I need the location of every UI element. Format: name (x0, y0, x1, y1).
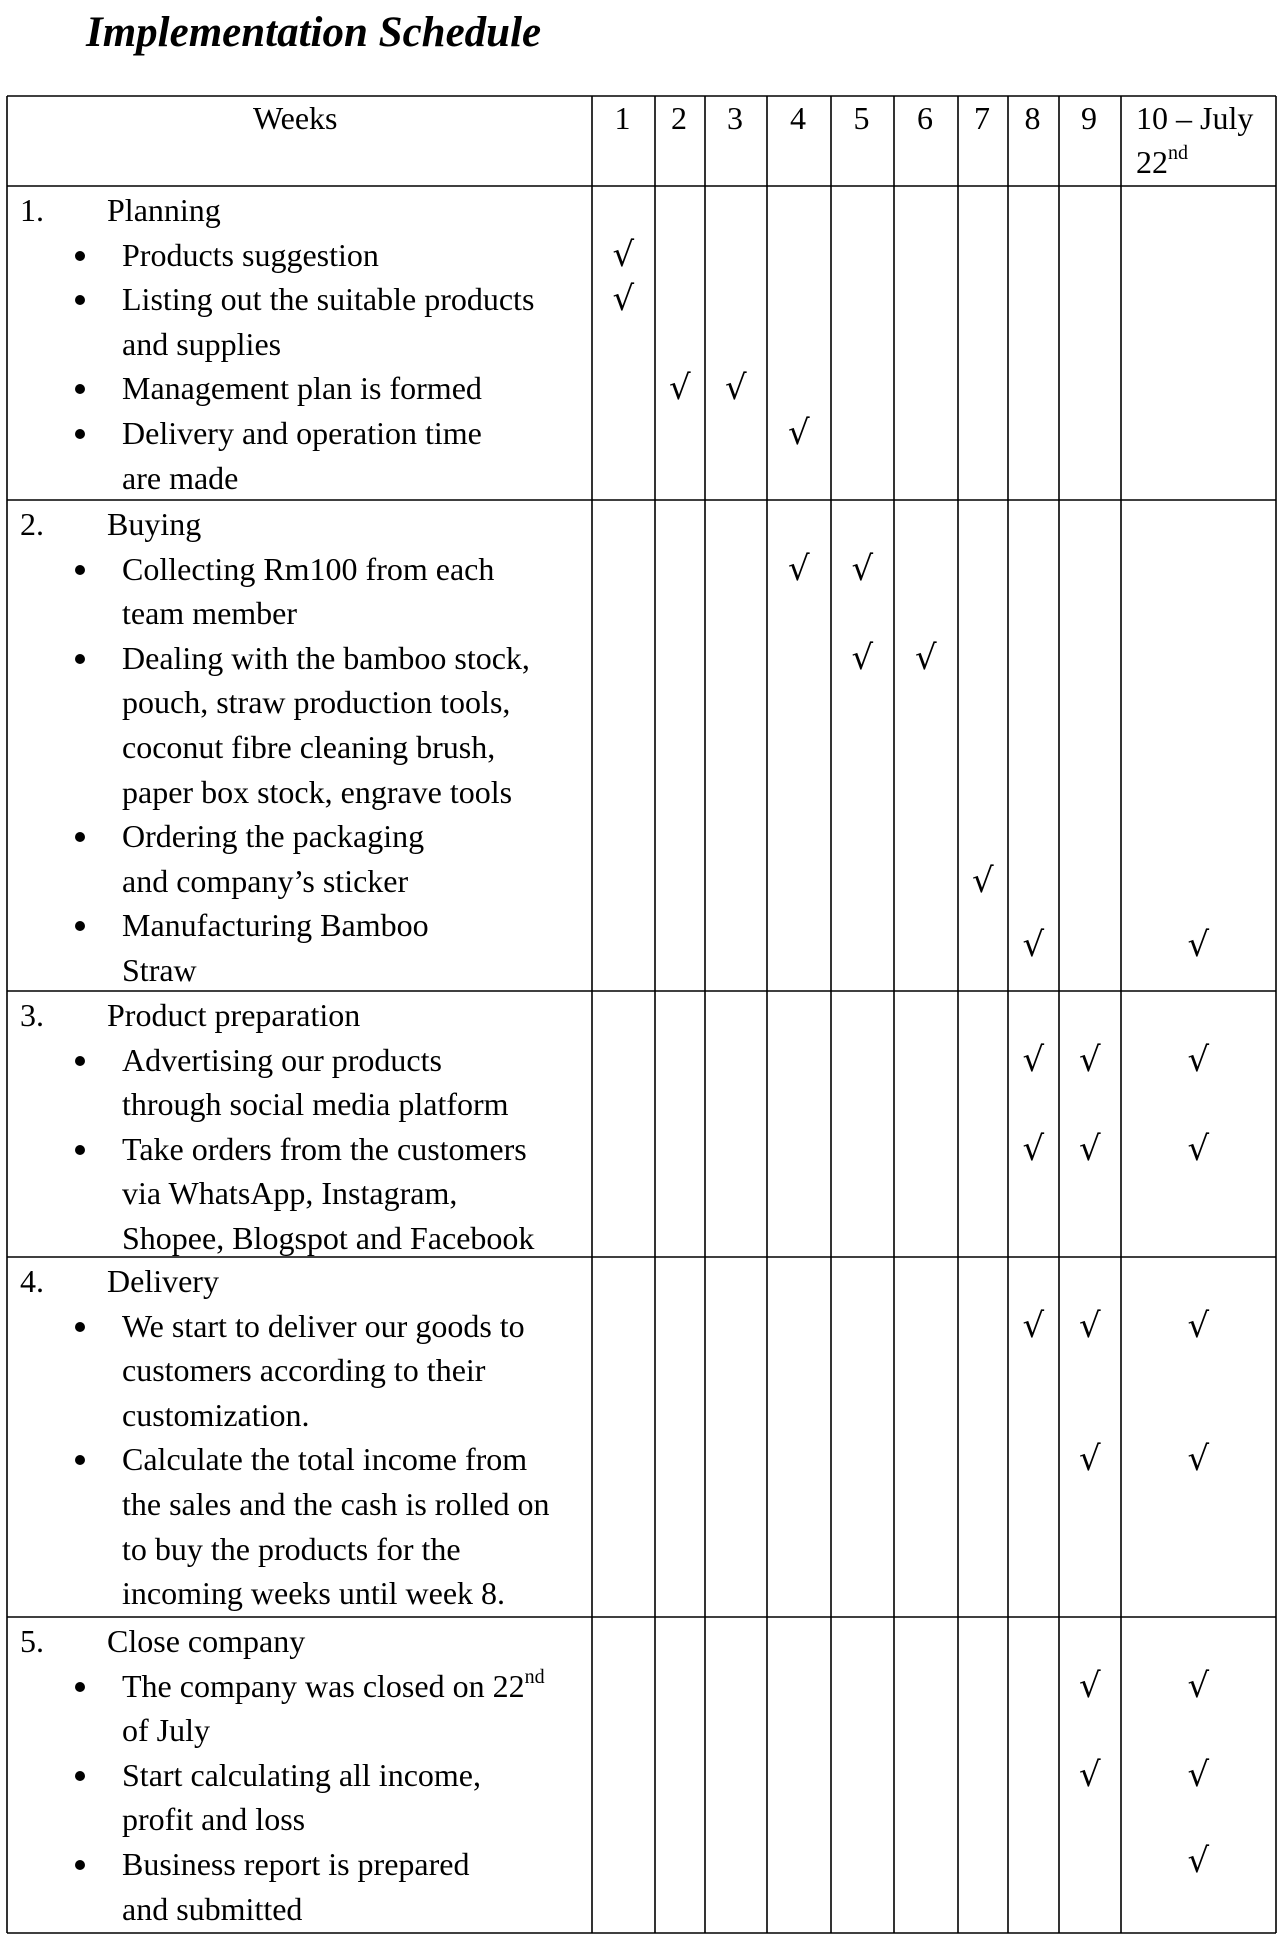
task-line: team member (122, 595, 298, 632)
task-line: and submitted (122, 1890, 303, 1927)
section-title: Product preparation (107, 997, 361, 1033)
task-line: incoming weeks until week 8. (122, 1575, 506, 1612)
tick-mark-week-4: √ (788, 413, 810, 453)
week-header-7: 7 (974, 100, 990, 136)
tick-mark-week-9: √ (1079, 1128, 1101, 1169)
week-header-9: 9 (1081, 100, 1097, 136)
section-title: Planning (107, 192, 221, 228)
section-number: 2. (20, 506, 44, 542)
tick-mark-week-10: √ (1187, 1439, 1210, 1480)
task-line: Take orders from the customers (122, 1130, 527, 1167)
bullet-icon (75, 251, 85, 261)
task-line: Shopee, Blogspot and Facebook (122, 1220, 535, 1256)
tick-mark-week-10: √ (1187, 1039, 1210, 1080)
task-line: customers according to their (122, 1352, 486, 1389)
task-line: coconut fibre cleaning brush, (122, 729, 496, 765)
tick-mark-week-5: √ (851, 548, 874, 589)
task-line: Business report is prepared (122, 1846, 470, 1882)
section-title: Close company (107, 1623, 306, 1659)
task-line: are made (122, 459, 239, 496)
tick-mark-week-9: √ (1079, 1439, 1101, 1480)
task-line: Start calculating all income, (122, 1756, 481, 1793)
week-header-6: 6 (917, 100, 933, 136)
tick-mark-week-10: √ (1187, 925, 1210, 966)
task-line: pouch, straw production tools, (122, 684, 511, 721)
tick-mark-week-10: √ (1187, 1841, 1210, 1881)
tick-mark-week-4: √ (788, 548, 810, 589)
week-header-5: 5 (853, 100, 870, 136)
bullet-icon (75, 1145, 85, 1155)
section-number: 3. (20, 997, 44, 1033)
tick-mark-week-3: √ (725, 368, 747, 409)
task-line: of July (122, 1712, 210, 1749)
task-line: Dealing with the bamboo stock, (122, 639, 530, 676)
task-line: Manufacturing Bamboo (122, 907, 429, 944)
page-title: Implementation Schedule (86, 9, 542, 56)
bullet-icon (75, 1771, 85, 1781)
section-number: 4. (20, 1263, 44, 1299)
bullet-icon (75, 565, 85, 575)
task-line: Products suggestion (122, 236, 379, 273)
tick-mark-week-1: √ (612, 279, 635, 320)
task-line: Collecting Rm100 from each (122, 550, 495, 587)
tick-mark-week-7: √ (972, 860, 994, 901)
week-header-8: 8 (1024, 100, 1041, 136)
week-header-2: 2 (671, 100, 687, 136)
tick-mark-week-8: √ (1022, 1128, 1045, 1169)
bullet-icon (75, 1322, 85, 1332)
weeks-header-label: Weeks (253, 100, 338, 136)
task-line: profit and loss (122, 1801, 306, 1838)
tick-mark-week-10: √ (1187, 1665, 1210, 1706)
tick-mark-week-1: √ (612, 234, 635, 275)
tick-mark-week-9: √ (1079, 1754, 1101, 1795)
tick-mark-week-8: √ (1022, 925, 1045, 966)
task-line: via WhatsApp, Instagram, (122, 1175, 458, 1212)
task-line: Ordering the packaging (122, 818, 425, 855)
tick-mark-week-10: √ (1187, 1754, 1210, 1795)
task-line: Listing out the suitable products (122, 281, 535, 318)
bullet-icon (75, 654, 85, 664)
task-line: to buy the products for the (122, 1530, 461, 1567)
section-number: 1. (20, 192, 44, 228)
task-line: Calculate the total income from (122, 1441, 528, 1478)
task-line: Straw (122, 952, 197, 988)
week-header-1: 1 (614, 100, 631, 136)
section-title: Delivery (107, 1263, 219, 1299)
task-line: The company was closed on 22nd (122, 1665, 545, 1704)
week-header-4: 4 (790, 100, 806, 136)
task-line: We start to deliver our goods to (122, 1307, 525, 1344)
task-line: customization. (122, 1396, 310, 1433)
task-line: Delivery and operation time (122, 415, 482, 451)
tick-mark-week-9: √ (1079, 1305, 1101, 1346)
tick-mark-week-9: √ (1079, 1039, 1101, 1080)
bullet-icon (75, 1860, 85, 1870)
tick-mark-week-9: √ (1079, 1665, 1101, 1706)
task-line: through social media platform (122, 1086, 509, 1123)
task-line: and supplies (122, 325, 282, 362)
section-title: Buying (107, 506, 202, 542)
tick-mark-week-8: √ (1022, 1039, 1045, 1080)
tick-mark-week-8: √ (1022, 1305, 1045, 1346)
week-header-3: 3 (727, 100, 743, 136)
bullet-icon (75, 429, 85, 439)
task-line: the sales and the cash is rolled on (122, 1486, 550, 1522)
task-line: and company’s sticker (122, 862, 409, 899)
task-line: Advertising our products (122, 1041, 442, 1078)
bullet-icon (75, 1682, 85, 1692)
week-header-10: 10 – July 22nd (1136, 100, 1254, 180)
tick-mark-week-5: √ (851, 637, 874, 678)
tick-mark-week-6: √ (915, 637, 937, 678)
bullet-icon (75, 1056, 85, 1066)
tick-mark-week-2: √ (669, 368, 691, 409)
tick-mark-week-10: √ (1187, 1128, 1210, 1169)
task-line: Management plan is formed (122, 370, 482, 407)
section-number: 5. (20, 1623, 44, 1659)
task-line: paper box stock, engrave tools (122, 773, 513, 810)
tick-mark-week-10: √ (1187, 1305, 1210, 1346)
